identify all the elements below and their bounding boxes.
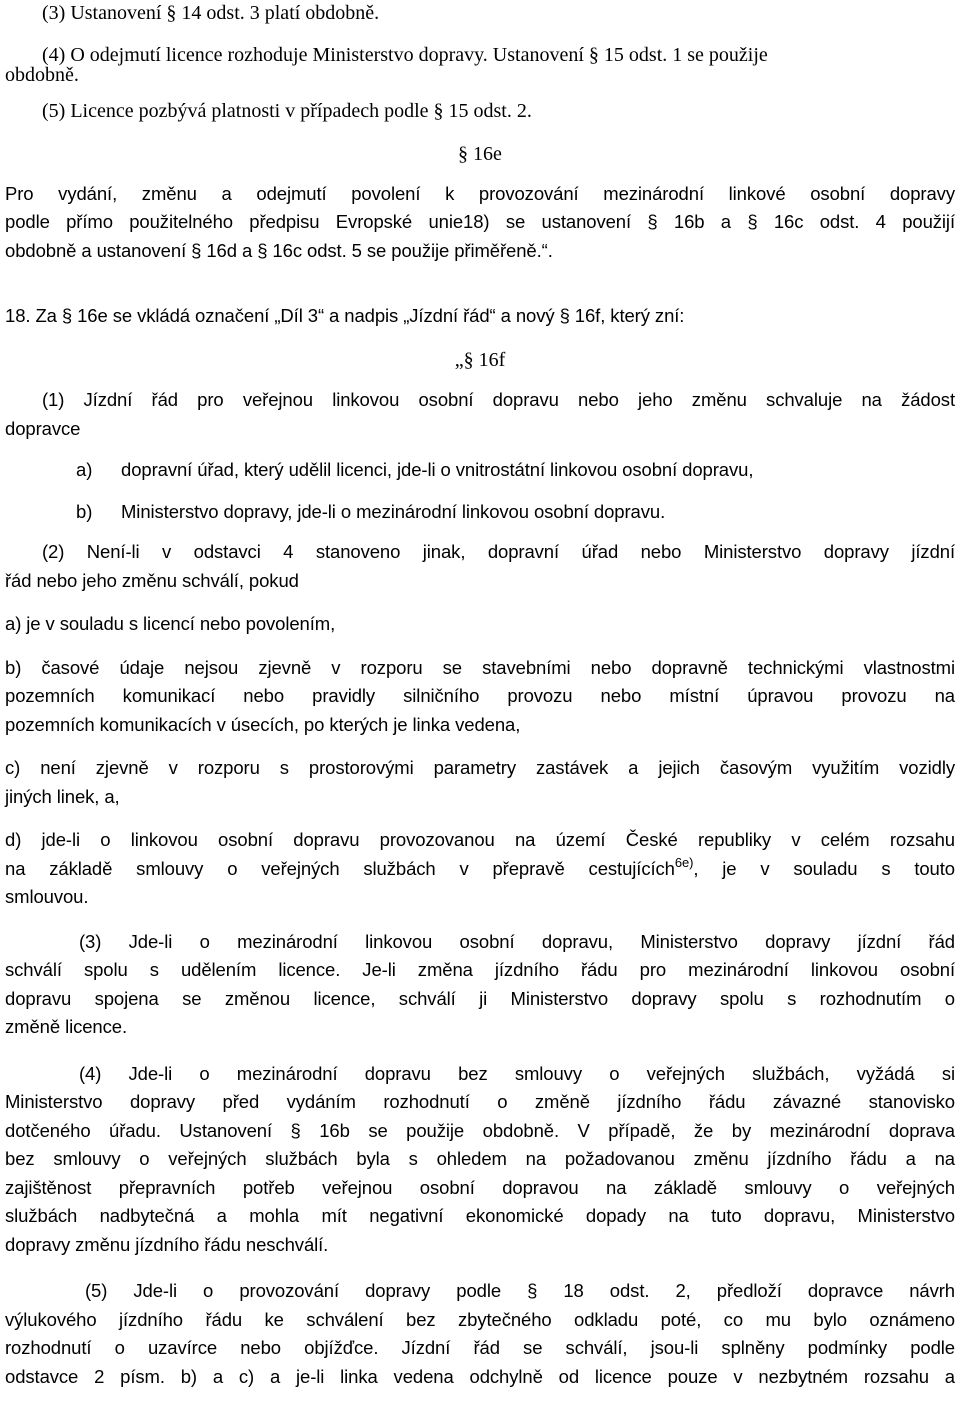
paragraph-1-line2: dopravce bbox=[5, 417, 81, 439]
paragraph-2-item-b bbox=[5, 654, 955, 740]
paragraph-5-line3: rozhodnutí o uzavírce nebo objížďce. Jízdní řád se schválí, jsou-li splněny podmínky podle bbox=[5, 1337, 955, 1358]
paragraph-5-line4: odstavce 2 písm. b) a c) a je-li linka vedena odchylně od licence pouze v nezbytném rozsahu a bbox=[5, 1365, 955, 1387]
paragraph-2-line2: řád nebo jeho změnu schválí, pokud bbox=[5, 569, 299, 591]
paragraph-5-16f bbox=[5, 1277, 955, 1391]
paragraph-3-line4: změně licence. bbox=[5, 1016, 127, 1037]
paragraph-4-line2: Ministerstvo dopravy před vydáním rozhodnutí o změně jízdního řádu závazné stanovisko bbox=[5, 1091, 955, 1112]
paragraph-3-line3: dopravu spojena se změnou licence, schválí ji Ministerstvo dopravy spolu s rozhodnutím o bbox=[5, 987, 955, 1009]
section-heading-16f: „§ 16f bbox=[454, 348, 506, 371]
paragraph-5-line2: výlukového jízdního řádu ke schválení bez zbytečného odkladu poté, co mu bylo oznámeno bbox=[5, 1308, 955, 1330]
paragraph-4-line3: dotčeného úřadu. Ustanovení § 16b se použije obdobně. V případě, že by mezinárodní doprava bbox=[5, 1119, 955, 1141]
list-item-label: a) bbox=[76, 459, 93, 480]
section-heading-16e: § 16e bbox=[458, 143, 502, 165]
paragraph-4-line1: (4) Jde-li o mezinárodní dopravu bez smlouvy o veřejných službách, vyžádá si bbox=[79, 1062, 955, 1084]
paragraph-2-item-d-line3: smlouvou. bbox=[5, 886, 89, 907]
paragraph-3-top: (3) Ustanovení § 14 odst. 3 platí obdobně. bbox=[42, 2, 380, 24]
list-item-text: Ministerstvo dopravy, jde-li o mezinárodní linkovou osobní dopravu. bbox=[121, 500, 666, 522]
paragraph-4-top-line2: obdobně. bbox=[5, 64, 79, 86]
footnote-reference: 6e) bbox=[674, 854, 694, 870]
paragraph-3-line1: (3) Jde-li o mezinárodní linkovou osobní dopravu, Ministerstvo dopravy jízdní řád bbox=[79, 930, 955, 952]
paragraph-3-16f bbox=[5, 928, 955, 1042]
paragraph-2-item-b-line2: pozemních komunikací nebo pravidly silničního provozu nebo místní úpravou provozu na bbox=[5, 685, 955, 706]
paragraph-4-line7: dopravy změnu jízdního řádu neschválí. bbox=[5, 1233, 329, 1255]
list-paragraph-1 bbox=[5, 456, 955, 526]
paragraph-2-item-b-line3: pozemních komunikacích v úsecích, po kterých je linka vedena, bbox=[5, 713, 521, 735]
paragraph-2-item-d-line1: d) jde-li o linkovou osobní dopravu provozovanou na území České republiky v celém rozsahu bbox=[5, 829, 955, 850]
paragraph-1-line1: (1) Jízdní řád pro veřejnou linkovou osobní dopravu nebo jeho změnu schvaluje na žádost bbox=[42, 389, 955, 410]
paragraph-5-top: (5) Licence pozbývá platnosti v případech podle § 15 odst. 2. bbox=[42, 99, 532, 122]
paragraph-1-16f bbox=[5, 386, 955, 443]
paragraph-16e-line3: obdobně a ustanovení § 16d a § 16c odst. 5 se použije přiměřeně.“. bbox=[5, 239, 553, 261]
list-item bbox=[5, 456, 955, 485]
paragraph-2-item-c-line2: jiných linek, a, bbox=[5, 785, 120, 807]
paragraph-4-top-line1: (4) O odejmutí licence rozhoduje Ministerstvo dopravy. Ustanovení § 15 odst. 1 se použije bbox=[42, 43, 768, 66]
paragraph-2-16f bbox=[5, 538, 955, 595]
amendment-point-18: 18. Za § 16e se vkládá označení „Díl 3“ a nadpis „Jízdní řád“ a nový § 16f, který zní: bbox=[5, 305, 685, 326]
paragraph-16e-line2: podle přímo použitelného předpisu Evropské unie18) se ustanovení § 16b a § 16c odst. 4 použijí bbox=[5, 211, 955, 232]
list-item-text: dopravní úřad, který udělil licenci, jde-li o vnitrostátní linkovou osobní dopravu, bbox=[121, 459, 754, 480]
paragraph-4-16f bbox=[5, 1060, 955, 1260]
paragraph-5-line1: (5) Jde-li o provozování dopravy podle § 18 odst. 2, předloží dopravce návrh bbox=[85, 1280, 955, 1301]
list-item bbox=[5, 498, 955, 527]
paragraph-2-item-d-line2 bbox=[5, 855, 955, 884]
paragraph-2-item-a: a) je v souladu s licencí nebo povolením, bbox=[5, 613, 336, 634]
paragraph-2-item-c-line1: c) není zjevně v rozporu s prostorovými parametry zastávek a jejich časovým využitím vozidly bbox=[5, 757, 955, 778]
list-item-label: b) bbox=[76, 500, 93, 522]
paragraph-2-item-c bbox=[5, 754, 955, 811]
paragraph-4-line5: zajištěnost přepravních potřeb veřejnou osobní dopravou na základě smlouvy o veřejných bbox=[5, 1176, 955, 1198]
paragraph-2-item-b-line1: b) časové údaje nejsou zjevně v rozporu se stavebními nebo dopravně technickými vlastnostmi bbox=[5, 656, 955, 678]
paragraph-4-line6: službách nadbytečná a mohla mít negativní ekonomické dopady na tuto dopravu, Ministerstvo bbox=[5, 1205, 955, 1226]
paragraph-16e-line1: Pro vydání, změnu a odejmutí povolení k provozování mezinárodní linkové osobní dopravy bbox=[5, 182, 955, 204]
paragraph-3-line2: schválí spolu s udělením licence. Je-li změna jízdního řádu pro mezinárodní linkovou osobní bbox=[5, 959, 955, 980]
paragraph-16e bbox=[5, 180, 955, 266]
paragraph-2-item-d bbox=[5, 826, 955, 912]
paragraph-2-item-d-line2-text: na základě smlouvy o veřejných službách v přepravě cestujících bbox=[5, 857, 675, 879]
paragraph-2-item-d-line2-tail: , je v souladu s touto bbox=[693, 857, 955, 879]
paragraph-2-line1: (2) Není-li v odstavci 4 stanoveno jinak, dopravní úřad nebo Ministerstvo dopravy jízdní bbox=[42, 541, 955, 562]
paragraph-4-line4: bez smlouvy o veřejných službách byla s ohledem na požadovanou změnu jízdního řádu a na bbox=[5, 1148, 955, 1169]
